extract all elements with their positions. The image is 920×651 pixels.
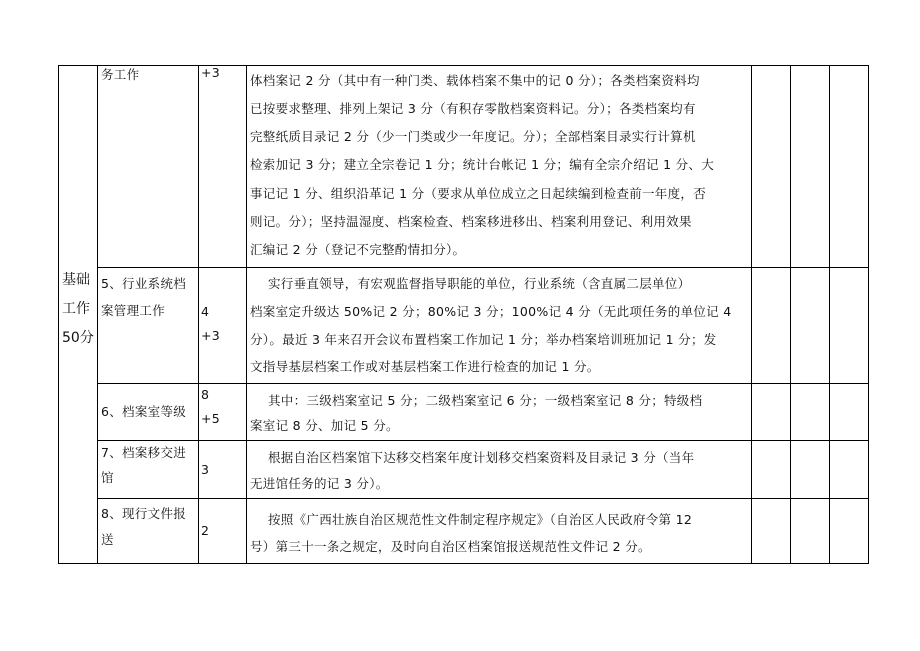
col-divider bbox=[751, 65, 752, 564]
desc-line: 案室记 8 分、加记 5 分。 bbox=[250, 418, 399, 433]
col-divider bbox=[97, 65, 98, 564]
score: 8 bbox=[201, 387, 210, 402]
col-divider bbox=[790, 65, 791, 564]
score: 4 bbox=[201, 304, 210, 319]
row-divider bbox=[97, 440, 869, 441]
category-label-line1: 基础 bbox=[62, 272, 90, 288]
desc-line: 按照《广西壮族自治区规范性文件制定程序规定》（自治区人民政府令第 12 bbox=[268, 512, 693, 527]
item-name: 案管理工作 bbox=[101, 303, 166, 318]
row-divider bbox=[97, 498, 869, 499]
score: 3 bbox=[201, 462, 210, 477]
desc-line: 其中：三级档案室记 5 分；二级档案室记 6 分；一级档案室记 8 分；特级档 bbox=[268, 393, 703, 408]
item-name: 馆 bbox=[101, 470, 114, 485]
category-label-line2: 工作 bbox=[62, 301, 90, 317]
item-name: 5、行业系统档 bbox=[101, 276, 187, 291]
desc-line: 已按要求整理、排列上架记 3 分（有积存零散档案资料记。分）；各类档案均有 bbox=[250, 101, 696, 116]
score: +3 bbox=[201, 328, 221, 343]
desc-line: 无进馆任务的记 3 分）。 bbox=[250, 476, 389, 491]
score: +5 bbox=[201, 411, 221, 426]
item-name: 8、现行文件报 bbox=[101, 506, 187, 521]
desc-line: 根据自治区档案馆下达移交档案年度计划移交档案资料及目录记 3 分（当年 bbox=[268, 450, 695, 465]
item-name: 7、档案移交进 bbox=[101, 445, 187, 460]
col-divider bbox=[58, 65, 59, 564]
item-name: 6、档案室等级 bbox=[101, 404, 187, 419]
table-border-bottom bbox=[58, 563, 869, 564]
item-name: 送 bbox=[101, 532, 114, 547]
col-divider bbox=[829, 65, 830, 564]
row-divider bbox=[97, 383, 869, 384]
desc-line: 实行垂直领导，有宏观监督指导职能的单位，行业系统（含直属二层单位） bbox=[268, 276, 691, 291]
score: +3 bbox=[201, 65, 221, 80]
col-divider bbox=[198, 65, 199, 564]
col-divider bbox=[246, 65, 247, 564]
desc-line: 汇编记 2 分（登记不完整酌情扣分）。 bbox=[250, 242, 466, 257]
category-label-line3: 50分 bbox=[62, 330, 94, 346]
desc-line: 完整纸质目录记 2 分（少一门类或少一年度记。分）；全部档案目录实行计算机 bbox=[250, 129, 696, 144]
item-name: 务工作 bbox=[101, 67, 140, 82]
score: 2 bbox=[201, 523, 210, 538]
desc-line: 分）。最近 3 年来召开会议布置档案工作加记 1 分；举办档案培训班加记 1 分；发 bbox=[250, 332, 717, 347]
col-divider bbox=[868, 65, 869, 564]
desc-line: 号）第三十一条之规定，及时向自治区档案馆报送规范性文件记 2 分。 bbox=[250, 539, 651, 554]
desc-line: 则记。分）；坚持温湿度、档案检查、档案移进移出、档案利用登记、利用效果 bbox=[250, 214, 692, 229]
desc-line: 体档案记 2 分（其中有一种门类、载体档案不集中的记 0 分）；各类档案资料均 bbox=[250, 73, 700, 88]
desc-line: 档案室定升级达 50%记 2 分；80%记 3 分；100%记 4 分（无此项任务的单位记 4 bbox=[250, 304, 732, 319]
desc-line: 文指导基层档案工作或对基层档案工作进行检查的加记 1 分。 bbox=[250, 359, 600, 374]
desc-line: 检索加记 3 分；建立全宗卷记 1 分；统计台帐记 1 分；编有全宗介绍记 1 分、大 bbox=[250, 157, 714, 172]
table-border-top bbox=[58, 65, 869, 66]
desc-line: 事记记 1 分、组织沿革记 1 分（要求从单位成立之日起续编到检查前一年度，否 bbox=[250, 186, 707, 201]
row-divider bbox=[97, 267, 869, 268]
